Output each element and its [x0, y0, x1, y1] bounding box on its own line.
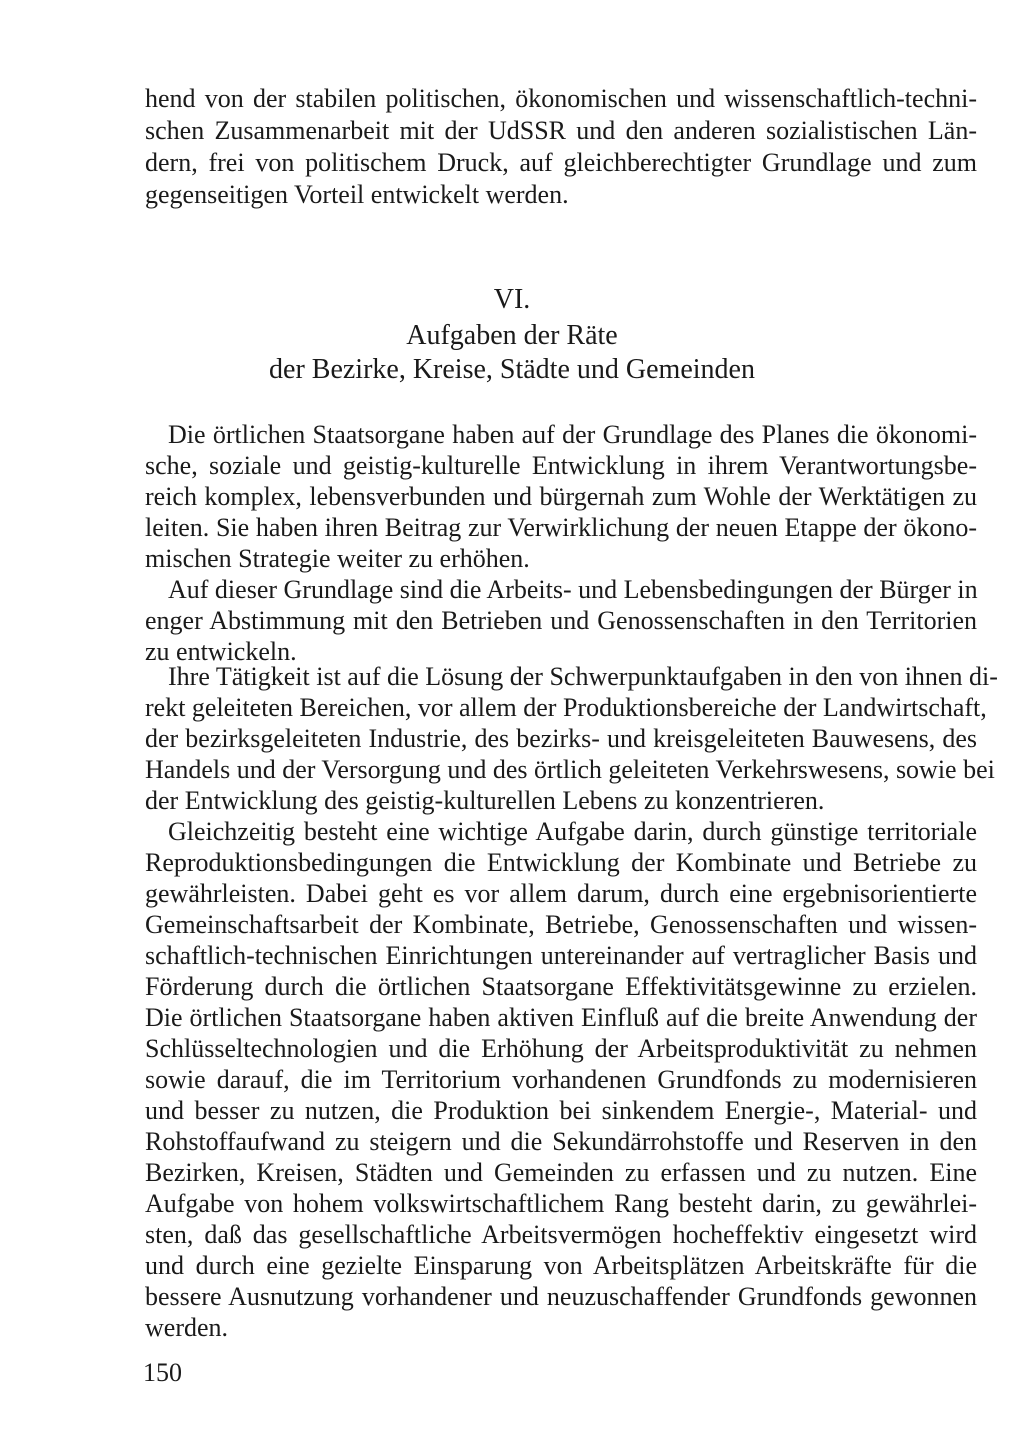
- text-line: schaftlich-technischen Einrichtungen untereinander auf vertraglicher Basis und: [145, 941, 977, 970]
- text-line: der Entwicklung des geistig-kulturellen Lebens zu konzentrieren.: [145, 786, 825, 815]
- text-line: werden.: [145, 1313, 229, 1342]
- text-line: leiten. Sie haben ihren Beitrag zur Verwirklichung der neuen Etappe der ökono-: [145, 513, 977, 542]
- section-title-line2: der Bezirke, Kreise, Städte und Gemeinden: [269, 354, 755, 385]
- text-line: mischen Strategie weiter zu erhöhen.: [145, 544, 530, 573]
- section-number: VI.: [493, 284, 531, 315]
- text-line: und durch eine gezielte Einsparung von Arbeitsplätzen Arbeitskräfte für die: [145, 1251, 977, 1280]
- section-title-line1: Aufgaben der Räte: [406, 320, 618, 351]
- text-line: Handels und der Versorgung und des örtlich geleiteten Verkehrswesens, sowie bei: [145, 755, 995, 784]
- text-line: reich komplex, lebensverbunden und bürgernah zum Wohle der Werktätigen zu: [145, 482, 977, 511]
- page-number: 150: [143, 1358, 182, 1387]
- text-line: und besser zu nutzen, die Produktion bei sinkendem Energie-, Material- und: [145, 1096, 977, 1125]
- text-line: Förderung durch die örtlichen Staatsorgane Effektivitätsgewinne zu erzielen.: [145, 972, 977, 1001]
- text-line: der bezirksgeleiteten Industrie, des bezirks- und kreisgeleiteten Bauwesens, des: [145, 724, 977, 753]
- text-line: Aufgabe von hohem volkswirtschaftlichem Rang besteht darin, zu gewährlei-: [145, 1189, 977, 1218]
- text-line: Auf dieser Grundlage sind die Arbeits- und Lebensbedingungen der Bürger in: [168, 575, 978, 604]
- text-line: Die örtlichen Staatsorgane haben auf der Grundlage des Planes die ökonomi-: [168, 420, 977, 449]
- text-line: Bezirken, Kreisen, Städten und Gemeinden zu erfassen und zu nutzen. Eine: [145, 1158, 977, 1187]
- text-line: sche, soziale und geistig-kulturelle Entwicklung in ihrem Verantwortungsbe-: [145, 451, 977, 480]
- text-line: Rohstoffaufwand zu steigern und die Sekundärrohstoffe und Reserven in den: [145, 1127, 977, 1156]
- text-line: gewährleisten. Dabei geht es vor allem darum, durch eine ergebnisorientierte: [145, 879, 977, 908]
- text-line: rekt geleiteten Bereichen, vor allem der Produktionsbereiche der Landwirtschaft,: [145, 693, 987, 722]
- text-line: Reproduktionsbedingungen die Entwicklung der Kombinate und Betriebe zu: [145, 848, 977, 877]
- text-line: Schlüsseltechnologien und die Erhöhung der Arbeitsproduktivität zu nehmen: [145, 1034, 977, 1063]
- text-line: bessere Ausnutzung vorhandener und neuzuschaffender Grundfonds gewonnen: [145, 1282, 977, 1311]
- text-line: dern, frei von politischem Druck, auf gleichberechtigter Grundlage und zum: [145, 148, 977, 177]
- text-line: sten, daß das gesellschaftliche Arbeitsvermögen hocheffektiv eingesetzt wird: [145, 1220, 977, 1249]
- text-line: zu entwickeln.: [145, 637, 297, 666]
- text-line: Ihre Tätigkeit ist auf die Lösung der Schwerpunktaufgaben in den von ihnen di-: [168, 662, 998, 691]
- text-line: Die örtlichen Staatsorgane haben aktiven Einfluß auf die breite Anwendung der: [145, 1003, 977, 1032]
- text-line: gegenseitigen Vorteil entwickelt werden.: [145, 180, 569, 209]
- text-line: hend von der stabilen politischen, ökonomischen und wissenschaftlich-techni-: [145, 84, 977, 113]
- text-line: schen Zusammenarbeit mit der UdSSR und den anderen sozialistischen Län-: [145, 116, 977, 145]
- text-line: enger Abstimmung mit den Betrieben und Genossenschaften in den Territorien: [145, 606, 977, 635]
- text-line: sowie darauf, die im Territorium vorhandenen Grundfonds zu modernisieren: [145, 1065, 977, 1094]
- text-line: Gemeinschaftsarbeit der Kombinate, Betriebe, Genossenschaften und wissen-: [145, 910, 977, 939]
- text-line: Gleichzeitig besteht eine wichtige Aufgabe darin, durch günstige territoriale: [168, 817, 977, 846]
